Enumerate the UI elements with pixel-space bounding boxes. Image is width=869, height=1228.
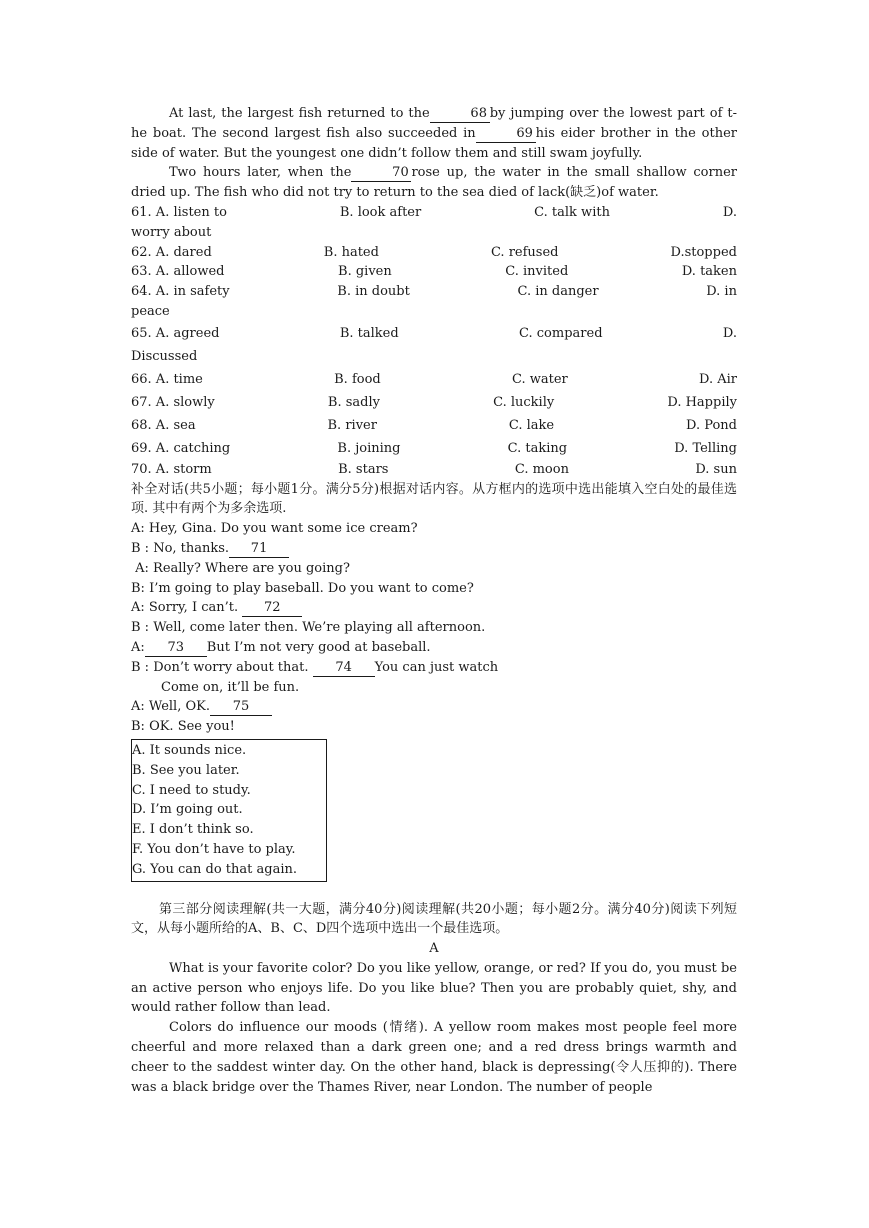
- dialog-line: B: I’m going to play baseball. Do you want to come?: [131, 580, 474, 596]
- choice-d: D. I’m going out.: [132, 802, 243, 818]
- dialog-line: [131, 598, 737, 618]
- blank-75[interactable]: 75: [210, 699, 272, 716]
- option-row-63: [131, 262, 737, 282]
- passage-paragraph-1: [131, 104, 737, 163]
- dialog-line: A: Hey, Gina. Do you want some ice cream?: [131, 521, 418, 537]
- option-d: D. Telling: [674, 440, 737, 456]
- option-b: B. given: [338, 264, 392, 280]
- option-a: 61. A. listen to: [131, 204, 227, 220]
- dialog-line: B : Well, come later then. We’re playing all afternoon.: [131, 620, 486, 636]
- blank-73[interactable]: 73: [145, 640, 207, 657]
- blank-71[interactable]: 71: [229, 541, 289, 558]
- option-c: C. invited: [505, 264, 569, 280]
- blank-69[interactable]: 69: [476, 126, 536, 143]
- text: A: Sorry, I can’t.: [131, 600, 239, 616]
- blank-74[interactable]: 74: [313, 660, 375, 677]
- reading-instruction: 第三部分阅读理解(共一大题，满分40分)阅读理解(共20小题；每小题2分。满分40分)阅读下列短文，从每小题所给的A、B、C、D四个选项中选出一个最佳选项。: [131, 901, 737, 937]
- passage-paragraph-2: [131, 163, 737, 203]
- choice-f: F. You don’t have to play.: [132, 841, 296, 857]
- option-row-64: [131, 282, 737, 302]
- option-row-61-cont: worry about: [131, 224, 212, 240]
- option-c: C. lake: [508, 417, 555, 433]
- dialog-line: [131, 697, 737, 717]
- dialog-line: B: OK. See you!: [131, 719, 235, 735]
- text: B : No, thanks.: [131, 540, 230, 556]
- option-c: C. refused: [490, 244, 559, 260]
- option-a: 69. A. catching: [131, 440, 231, 456]
- text: his eider brother in the other side of water. But the youngest one didn’t follow them and still swam joyfully.: [131, 125, 737, 161]
- option-d: D. Pond: [686, 417, 737, 433]
- option-d: D. taken: [681, 264, 737, 280]
- option-d: D.: [722, 325, 737, 341]
- option-c: C. water: [511, 371, 568, 387]
- text: You can just watch: [374, 659, 499, 675]
- option-b: B. in doubt: [337, 284, 410, 300]
- text: A: Well, OK.: [131, 699, 210, 715]
- dialog-line: [131, 658, 737, 678]
- document-page: [131, 104, 737, 1097]
- option-b: B. hated: [323, 244, 379, 260]
- option-b: B. look after: [339, 204, 422, 220]
- option-c: C. luckily: [493, 394, 555, 410]
- option-d: D. in: [706, 284, 737, 300]
- text: But I’m not very good at baseball.: [206, 639, 431, 655]
- option-row-64-cont: peace: [131, 303, 170, 319]
- dialog-line: [131, 539, 737, 559]
- reading-paragraph-1: What is your favorite color? Do you like yellow, orange, or red? If you do, you must be an active person who enjoys life. Do you like blue? Then you are probably quiet, shy, and would rather follow than lead.: [131, 960, 737, 1016]
- option-b: B. stars: [338, 461, 389, 477]
- option-a: 65. A. agreed: [131, 325, 220, 341]
- text: by jumping over the lowest part of t-he boat. The second largest fish also succeeded in: [131, 106, 737, 141]
- option-b: B. joining: [337, 440, 401, 456]
- option-d: D. Air: [699, 371, 737, 387]
- option-c: C. taking: [507, 440, 568, 456]
- option-c: C. in danger: [517, 284, 599, 300]
- option-d: D. sun: [695, 461, 737, 477]
- dialog-instruction: 补全对话(共5小题；每小题1分。满分5分)根据对话内容。从方框内的选项中选出能填入空白处的最佳选项. 其中有两个为多余选项.: [131, 481, 737, 517]
- choices-box: [131, 739, 327, 882]
- option-c: C. moon: [514, 461, 569, 477]
- passage-label: A: [429, 941, 439, 957]
- option-a: 67. A. slowly: [131, 394, 215, 410]
- option-c: C. talk with: [534, 204, 610, 220]
- choice-b: B. See you later.: [132, 762, 240, 778]
- option-b: B. food: [334, 371, 381, 387]
- text: B : Don’t worry about that.: [131, 659, 309, 675]
- option-c: C. compared: [519, 325, 603, 341]
- option-a: 64. A. in safety: [131, 284, 230, 300]
- option-a: 66. A. time: [131, 371, 203, 387]
- dialog: [131, 519, 737, 737]
- dialog-line: A: Really? Where are you going?: [131, 560, 350, 576]
- option-a: 70. A. storm: [131, 461, 212, 477]
- option-a: 62. A. dared: [131, 244, 212, 260]
- choice-g: G. You can do that again.: [132, 861, 297, 877]
- reading-paragraph-2: Colors do influence our moods (情绪). A yellow room makes most people feel more cheerful and more relaxed than a dark green one; and a red dress brings warmth and cheer to the saddest winter day. On the other hand, black is depressing(令人压抑的). There was a black bridge over the Thames River, near London. The number of people: [131, 1020, 737, 1095]
- choice-e: E. I don’t think so.: [132, 822, 254, 838]
- blank-70[interactable]: 70: [351, 165, 411, 182]
- option-row-62: [131, 243, 737, 263]
- text: At last, the largest fish returned to the: [169, 106, 430, 121]
- option-row-70: [131, 460, 737, 480]
- text: rose up, the water in the small shallow corner dried up. The fish who did not try to return to the sea died of lack(缺乏)of water.: [131, 165, 737, 201]
- option-row-61: [131, 203, 737, 223]
- text: Two hours later, when the: [169, 165, 352, 181]
- blank-68[interactable]: 68: [430, 106, 490, 123]
- options-list: [131, 203, 737, 480]
- option-a: 63. A. allowed: [131, 264, 225, 280]
- option-row-69: [131, 437, 737, 460]
- option-row-68: [131, 414, 737, 437]
- text: A:: [131, 639, 145, 655]
- option-b: B. talked: [339, 325, 399, 341]
- dialog-line: [131, 638, 737, 658]
- option-a: 68. A. sea: [131, 417, 196, 433]
- option-row-65-cont: Discussed: [131, 348, 198, 364]
- option-d: D. Happily: [667, 394, 737, 410]
- option-row-67: [131, 391, 737, 414]
- option-d: D.: [722, 204, 737, 220]
- option-b: B. river: [327, 417, 377, 433]
- blank-72[interactable]: 72: [242, 600, 302, 617]
- option-row-65: [131, 322, 737, 345]
- choice-c: C. I need to study.: [132, 782, 251, 798]
- dialog-line: Come on, it’ll be fun.: [161, 679, 300, 695]
- option-b: B. sadly: [327, 394, 380, 410]
- option-d: D.stopped: [670, 244, 737, 260]
- option-row-66: [131, 368, 737, 391]
- choice-a: A. It sounds nice.: [132, 742, 247, 758]
